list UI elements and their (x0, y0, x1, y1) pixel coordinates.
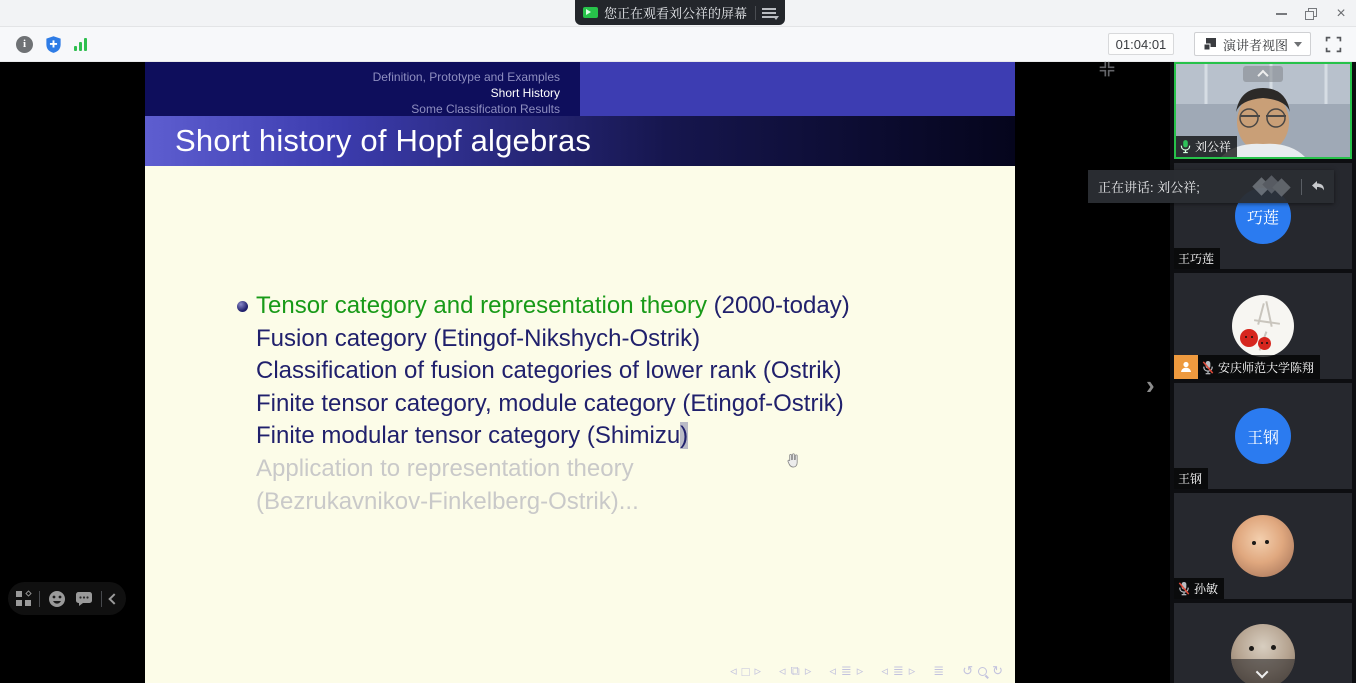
participant-tile[interactable] (1174, 383, 1352, 489)
slide-nav-item: Some Classification Results (411, 102, 560, 116)
participant-tile-partial[interactable] (1174, 603, 1352, 683)
next-subsection-icon: ▹ (856, 663, 864, 678)
security-shield-icon[interactable] (44, 35, 63, 54)
window-titlebar (0, 0, 1356, 27)
speaking-toast (1088, 170, 1334, 203)
slide-nav-item: Definition, Prototype and Examples (372, 70, 560, 84)
next-section-icon: ▹ (908, 663, 916, 678)
meeting-info-icon[interactable]: i (16, 36, 33, 53)
mic-muted-icon (1178, 581, 1190, 596)
chevron-down-icon (1255, 666, 1268, 679)
bullet-line: Classification of fusion categories of lower rank (Ostrik) (256, 357, 842, 385)
text-selection-highlight: ) (680, 422, 689, 450)
chevron-down-icon (1294, 42, 1302, 47)
toolbar-divider (39, 591, 40, 607)
participant-name-label: 王巧莲 (1174, 248, 1220, 269)
speaking-toast-text: 正在讲话: 刘公祥; (1098, 180, 1200, 195)
hand-cursor-icon (785, 452, 800, 469)
prev-frame-icon: ◃ (778, 663, 786, 678)
layout-view-icon (1203, 37, 1217, 51)
section-icon: ≣ (892, 663, 904, 678)
collapse-video-button[interactable] (1243, 66, 1283, 82)
slide-title: Short history of Hopf algebras (175, 123, 592, 158)
bullet-icon (237, 301, 248, 312)
next-slide-icon: ▹ (754, 663, 761, 678)
presentation-slide (145, 62, 1015, 683)
close-icon: × (1336, 4, 1346, 22)
person-icon (1179, 360, 1193, 374)
scroll-more-overlay[interactable] (1231, 659, 1295, 683)
bullet-line: Tensor category and representation theory (2000-today) (145, 290, 1015, 323)
chevron-up-icon (1257, 70, 1268, 81)
next-frame-icon: ▹ (804, 663, 812, 678)
flower-icon (1258, 337, 1271, 350)
participant-name-label: 刘公祥 (1176, 136, 1237, 157)
apps-grid-icon[interactable] (16, 591, 31, 606)
annotation-toolbar (8, 582, 126, 615)
shared-screen-area (0, 62, 1170, 683)
banner-menu-icon[interactable] (762, 8, 776, 18)
slide-section-nav (145, 62, 1015, 116)
flower-icon (1240, 329, 1258, 347)
minimize-button[interactable] (1266, 0, 1296, 27)
restore-button[interactable] (1296, 0, 1326, 27)
frame-icon: □ (741, 663, 750, 679)
chat-icon[interactable] (75, 591, 93, 607)
slide-body (145, 166, 1015, 683)
participant-name-label: 孙敏 (1174, 578, 1224, 599)
close-button[interactable] (1326, 0, 1356, 27)
back-icon: ↺ (962, 663, 974, 678)
participant-name-label: 安庆师范大学陈翔 (1198, 355, 1320, 379)
fullscreen-icon[interactable] (1325, 36, 1342, 53)
watermark-logo-icon (1253, 177, 1293, 197)
restore-icon (1305, 8, 1317, 20)
speaker-view-button[interactable] (1194, 32, 1311, 56)
toolbar-divider (101, 591, 102, 607)
minimize-icon (1276, 13, 1287, 15)
appendix-icon: ≣ (933, 663, 945, 678)
slide-nav-item-active: Short History (490, 86, 560, 100)
participant-tile[interactable] (1174, 493, 1352, 599)
prev-slide-icon: ◃ (730, 663, 737, 678)
participants-sidebar (1170, 62, 1356, 683)
mic-on-icon (1180, 139, 1191, 154)
forward-icon: ↻ (992, 663, 1003, 678)
prev-subsection-icon: ◃ (829, 663, 836, 678)
toast-divider (1301, 179, 1302, 195)
participant-tile-video[interactable] (1174, 62, 1352, 159)
slide-title-bar (145, 116, 1015, 166)
avatar: 王钢 (1235, 408, 1291, 464)
emoji-reaction-icon[interactable] (48, 590, 66, 608)
screen-watch-text: 您正在观看刘公祥的屏幕 (604, 6, 748, 21)
prev-section-icon: ◃ (881, 663, 888, 678)
frames-icon: ⧉ (790, 663, 800, 678)
reply-arrow-icon[interactable] (1310, 180, 1326, 194)
beamer-navigation-bar (730, 663, 1003, 679)
avatar (1231, 624, 1295, 683)
meeting-timer: 01:04:01 (1108, 33, 1174, 55)
bullet-line: Fusion category (Etingof-Nikshych-Ostrik) (256, 324, 701, 352)
expand-panel-chevron[interactable]: › (1146, 370, 1155, 400)
subsection-icon: ≣ (840, 663, 852, 678)
role-badge (1174, 355, 1198, 379)
screen-share-icon (583, 7, 598, 18)
window-controls (1266, 0, 1356, 27)
slide-nav-spacer (580, 62, 1015, 116)
bullet-line-faded: Application to representation theory (256, 454, 634, 482)
collapse-toolbar-chevron[interactable] (108, 593, 119, 604)
mic-muted-icon (1202, 360, 1214, 375)
collapse-view-icon[interactable] (1098, 60, 1116, 78)
bullet-line-faded: (Bezrukavnikov-Finkelberg-Ostrik)... (256, 487, 639, 515)
participant-tile[interactable] (1174, 273, 1352, 379)
bullet-line: Finite modular tensor category (Shimizu) (256, 422, 689, 450)
avatar: 巧莲 (1235, 188, 1291, 244)
speaker-view-label: 演讲者视图 (1222, 37, 1288, 53)
banner-divider (755, 6, 756, 20)
screen-watch-banner (575, 0, 785, 25)
network-signal-icon[interactable] (74, 38, 87, 51)
avatar (1232, 295, 1294, 357)
avatar (1232, 515, 1294, 577)
meeting-toolbar (0, 27, 1356, 62)
slide-nav-box (145, 62, 580, 116)
search-icon (978, 667, 987, 676)
participant-name-label: 王钢 (1174, 468, 1208, 489)
bullet-line: Finite tensor category, module category (Etingof-Ostrik) (256, 389, 844, 417)
